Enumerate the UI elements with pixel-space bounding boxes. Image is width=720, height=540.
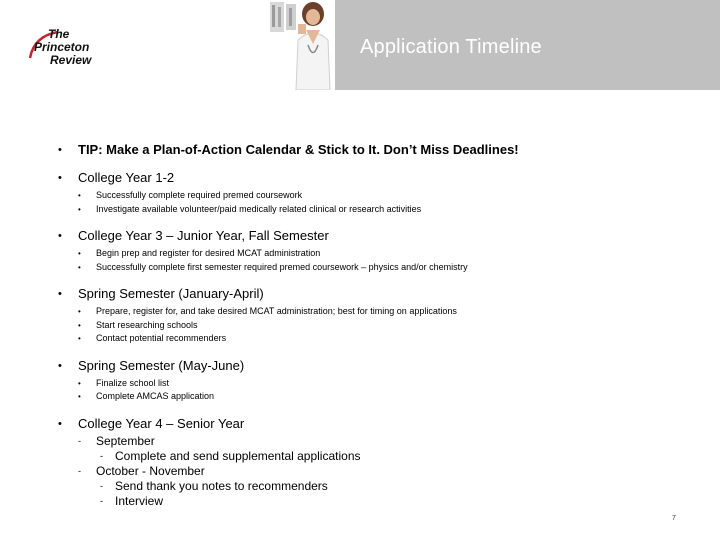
section-heading	[58, 358, 698, 374]
section-heading-text: Spring Semester (May-June)	[78, 357, 245, 373]
month-label	[58, 464, 698, 479]
slide-number: 7	[672, 515, 676, 522]
bullet: •	[78, 249, 81, 258]
senior-year-groups	[58, 434, 698, 509]
section-heading	[58, 416, 698, 432]
list-item	[58, 203, 698, 217]
bullet: •	[78, 392, 81, 401]
section-heading-text: College Year 4 – Senior Year	[78, 415, 245, 431]
list-item	[58, 494, 698, 509]
bullet: •	[78, 320, 81, 330]
list-item	[58, 377, 698, 391]
bullet: •	[78, 334, 81, 343]
list-item-text: Prepare, register for, and take desired MCAT administration; best for timing on applications	[96, 306, 457, 316]
section-heading-text: College Year 1-2	[78, 170, 175, 185]
month-label-text: October - November	[96, 463, 205, 478]
bullet: •	[58, 288, 62, 300]
section-items	[58, 247, 698, 274]
list-item-text: Finalize school list	[96, 377, 170, 388]
bullet: •	[78, 262, 81, 272]
section-items	[58, 377, 698, 404]
page-title: Application Timeline	[360, 36, 542, 58]
list-item-text: Begin prep and register for desired MCAT administration	[96, 248, 321, 258]
section-items	[58, 189, 698, 216]
section-heading-text: Spring Semester (January-April)	[78, 286, 264, 301]
list-item-text: Complete AMCAS application	[96, 391, 215, 401]
bullet: •	[78, 204, 81, 214]
list-item-text: Successfully complete first semester required premed coursework – physics and/or chemistry	[96, 261, 468, 272]
list-item-text: Complete and send supplemental applications	[115, 448, 361, 463]
list-item	[58, 449, 698, 464]
list-item-text: Send thank you notes to recommenders	[115, 478, 328, 493]
month-label	[58, 434, 698, 449]
bullet: -	[100, 450, 103, 461]
list-item	[58, 390, 698, 404]
section-heading-text: College Year 3 – Junior Year, Fall Semester	[78, 228, 329, 243]
month-label-text: September	[96, 433, 155, 448]
bullet: •	[58, 172, 62, 184]
list-item	[58, 332, 698, 346]
bullet: -	[100, 495, 103, 506]
list-item	[58, 305, 698, 319]
bullet: •	[78, 191, 81, 200]
bullet: -	[78, 435, 81, 446]
bullet: •	[78, 307, 81, 316]
list-item-text: Start researching schools	[96, 319, 198, 330]
bullet: •	[58, 417, 62, 430]
princeton-review-logo: The Princeton Review	[28, 28, 118, 68]
list-item-text: Successfully complete required premed coursework	[96, 190, 303, 200]
list-item	[58, 189, 698, 203]
section-heading	[58, 286, 698, 302]
list-item-text: Contact potential recommenders	[96, 333, 227, 343]
list-item	[58, 479, 698, 494]
doctor-photo	[268, 0, 335, 90]
section-heading	[58, 228, 698, 244]
bullet: -	[100, 480, 103, 491]
list-item	[58, 247, 698, 261]
bullet: •	[78, 378, 81, 388]
bullet: •	[58, 144, 62, 156]
bullet: -	[78, 465, 81, 476]
tip-item	[58, 142, 698, 158]
tip-text: TIP: Make a Plan-of-Action Calendar & Stick to It. Don’t Miss Deadlines!	[78, 142, 519, 157]
list-item	[58, 319, 698, 333]
timeline-content	[58, 142, 698, 509]
list-item-text: Investigate available volunteer/paid medically related clinical or research activities	[96, 203, 422, 214]
section-items	[58, 305, 698, 346]
bullet: •	[58, 359, 62, 372]
list-item	[58, 261, 698, 275]
bullet: •	[58, 230, 62, 242]
list-item-text: Interview	[115, 493, 164, 508]
section-heading	[58, 170, 698, 186]
